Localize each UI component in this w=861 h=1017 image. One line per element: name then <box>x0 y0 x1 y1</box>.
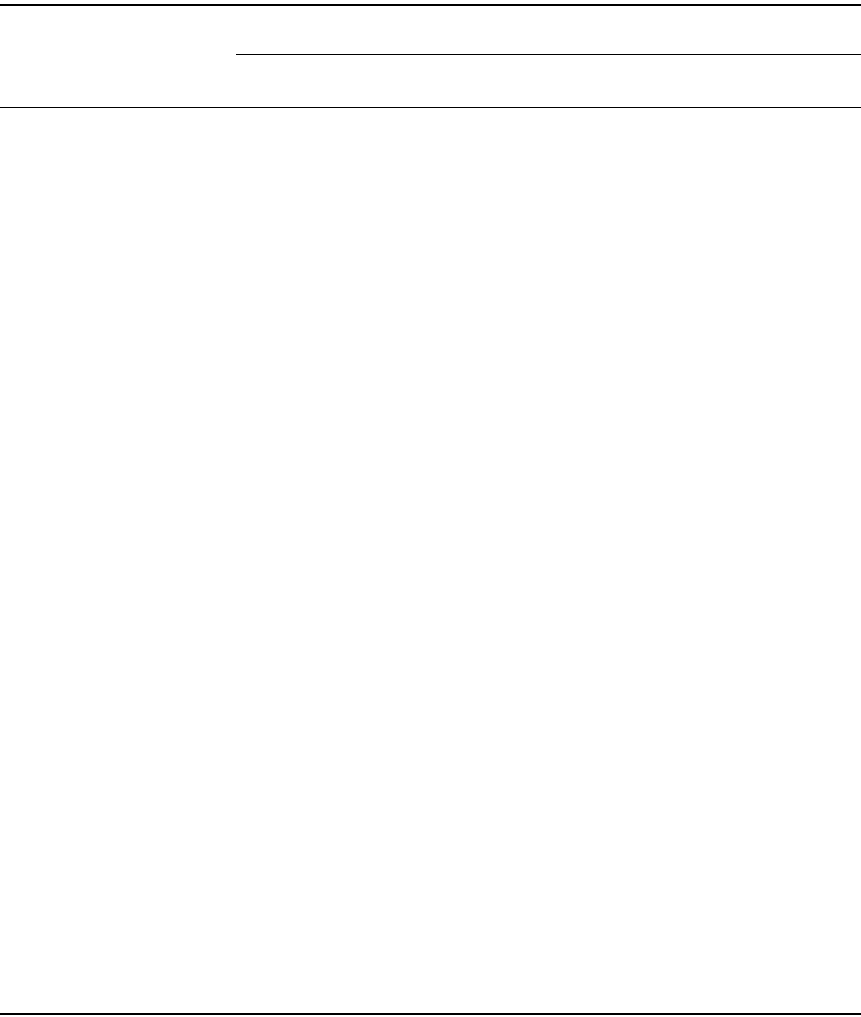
temperature-underline <box>236 54 861 55</box>
temp-col-2 <box>383 58 423 106</box>
temperature-row <box>0 58 861 106</box>
temp-col-3 <box>508 58 548 106</box>
top-rule <box>0 4 861 6</box>
bottom-rule <box>0 1013 861 1015</box>
header-bottom-rule <box>0 107 861 108</box>
temp-col-4 <box>655 58 695 106</box>
temp-col-1 <box>242 58 272 106</box>
temp-col-5 <box>818 58 858 106</box>
